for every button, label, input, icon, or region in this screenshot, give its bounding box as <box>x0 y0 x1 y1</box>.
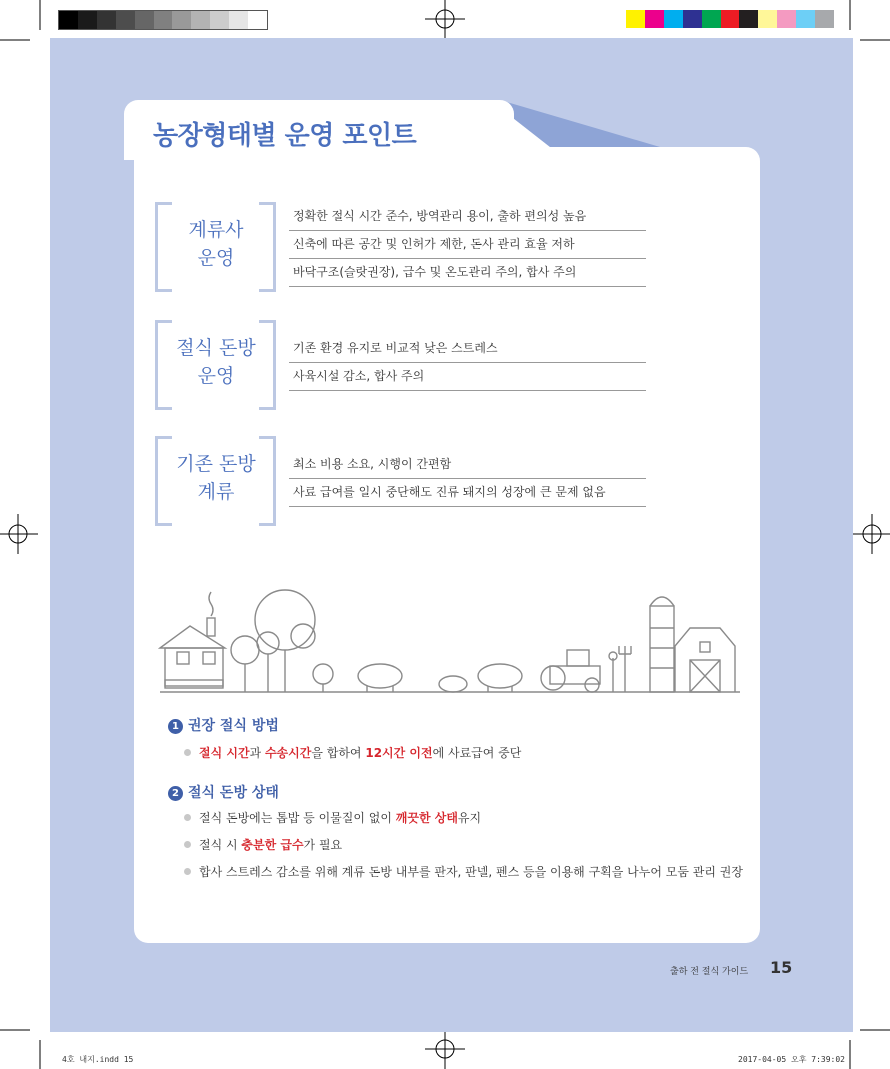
list-item: 바닥구조(슬랏권장), 급수 및 온도관리 주의, 합사 주의 <box>289 259 646 287</box>
section-kennel-operation <box>155 202 655 286</box>
bullet-icon <box>184 814 191 821</box>
heading-recommended-fasting-method: 1 권장 절식 방법 <box>168 715 279 735</box>
page-number: 15 <box>770 958 793 977</box>
farm-illustration-icon <box>155 588 745 698</box>
list-item: 사료 급여를 일시 중단해도 진류 돼지의 성장에 큰 문제 없음 <box>289 479 646 507</box>
section-items <box>289 203 646 287</box>
list-item: 최소 비용 소요, 시행이 간편함 <box>289 451 646 479</box>
section-items <box>289 451 646 507</box>
slug-file-info: 4호 내지.indd 15 <box>62 1055 134 1064</box>
list-item: 합사 스트레스 감소를 위해 계류 돈방 내부를 판자, 판넬, 펜스 등을 이용해 구획을 나누어 모둠 관리 권장 <box>184 863 743 880</box>
section-items <box>289 335 646 391</box>
list-item: 절식 시간과 수송시간을 합하여 12시간 이전에 사료급여 중단 <box>184 744 521 761</box>
list-item: 절식 시 충분한 급수가 필요 <box>184 836 342 853</box>
section-label: 계류사 운영 <box>188 219 244 269</box>
bullet-icon <box>184 749 191 756</box>
section-existing-pen-holding <box>155 436 655 520</box>
page-title: 농장형태별 운영 포인트 <box>153 121 417 151</box>
section-fasting-pen-operation <box>155 320 655 404</box>
section-label: 기존 돈방 계류 <box>176 453 256 503</box>
section-label: 절식 돈방 운영 <box>176 337 256 387</box>
list-item: 사육시설 감소, 합사 주의 <box>289 363 646 391</box>
list-item: 신축에 따른 공간 및 인허가 제한, 돈사 관리 효율 저하 <box>289 231 646 259</box>
list-item: 기존 환경 유지로 비교적 낮은 스트레스 <box>289 335 646 363</box>
list-item: 정확한 절식 시간 준수, 방역관리 용이, 출하 편의성 높음 <box>289 203 646 231</box>
bullet-icon <box>184 841 191 848</box>
number-badge: 1 <box>168 719 183 734</box>
number-badge: 2 <box>168 786 183 801</box>
list-item: 절식 돈방에는 톱밥 등 이물질이 없이 깨끗한 상태유지 <box>184 809 481 826</box>
footer-guide-title: 출하 전 절식 가이드 <box>670 967 749 977</box>
heading-fasting-pen-state: 2 절식 돈방 상태 <box>168 782 279 802</box>
bullet-icon <box>184 868 191 875</box>
slug-timestamp: 2017-04-05 오후 7:39:02 <box>738 1055 845 1064</box>
